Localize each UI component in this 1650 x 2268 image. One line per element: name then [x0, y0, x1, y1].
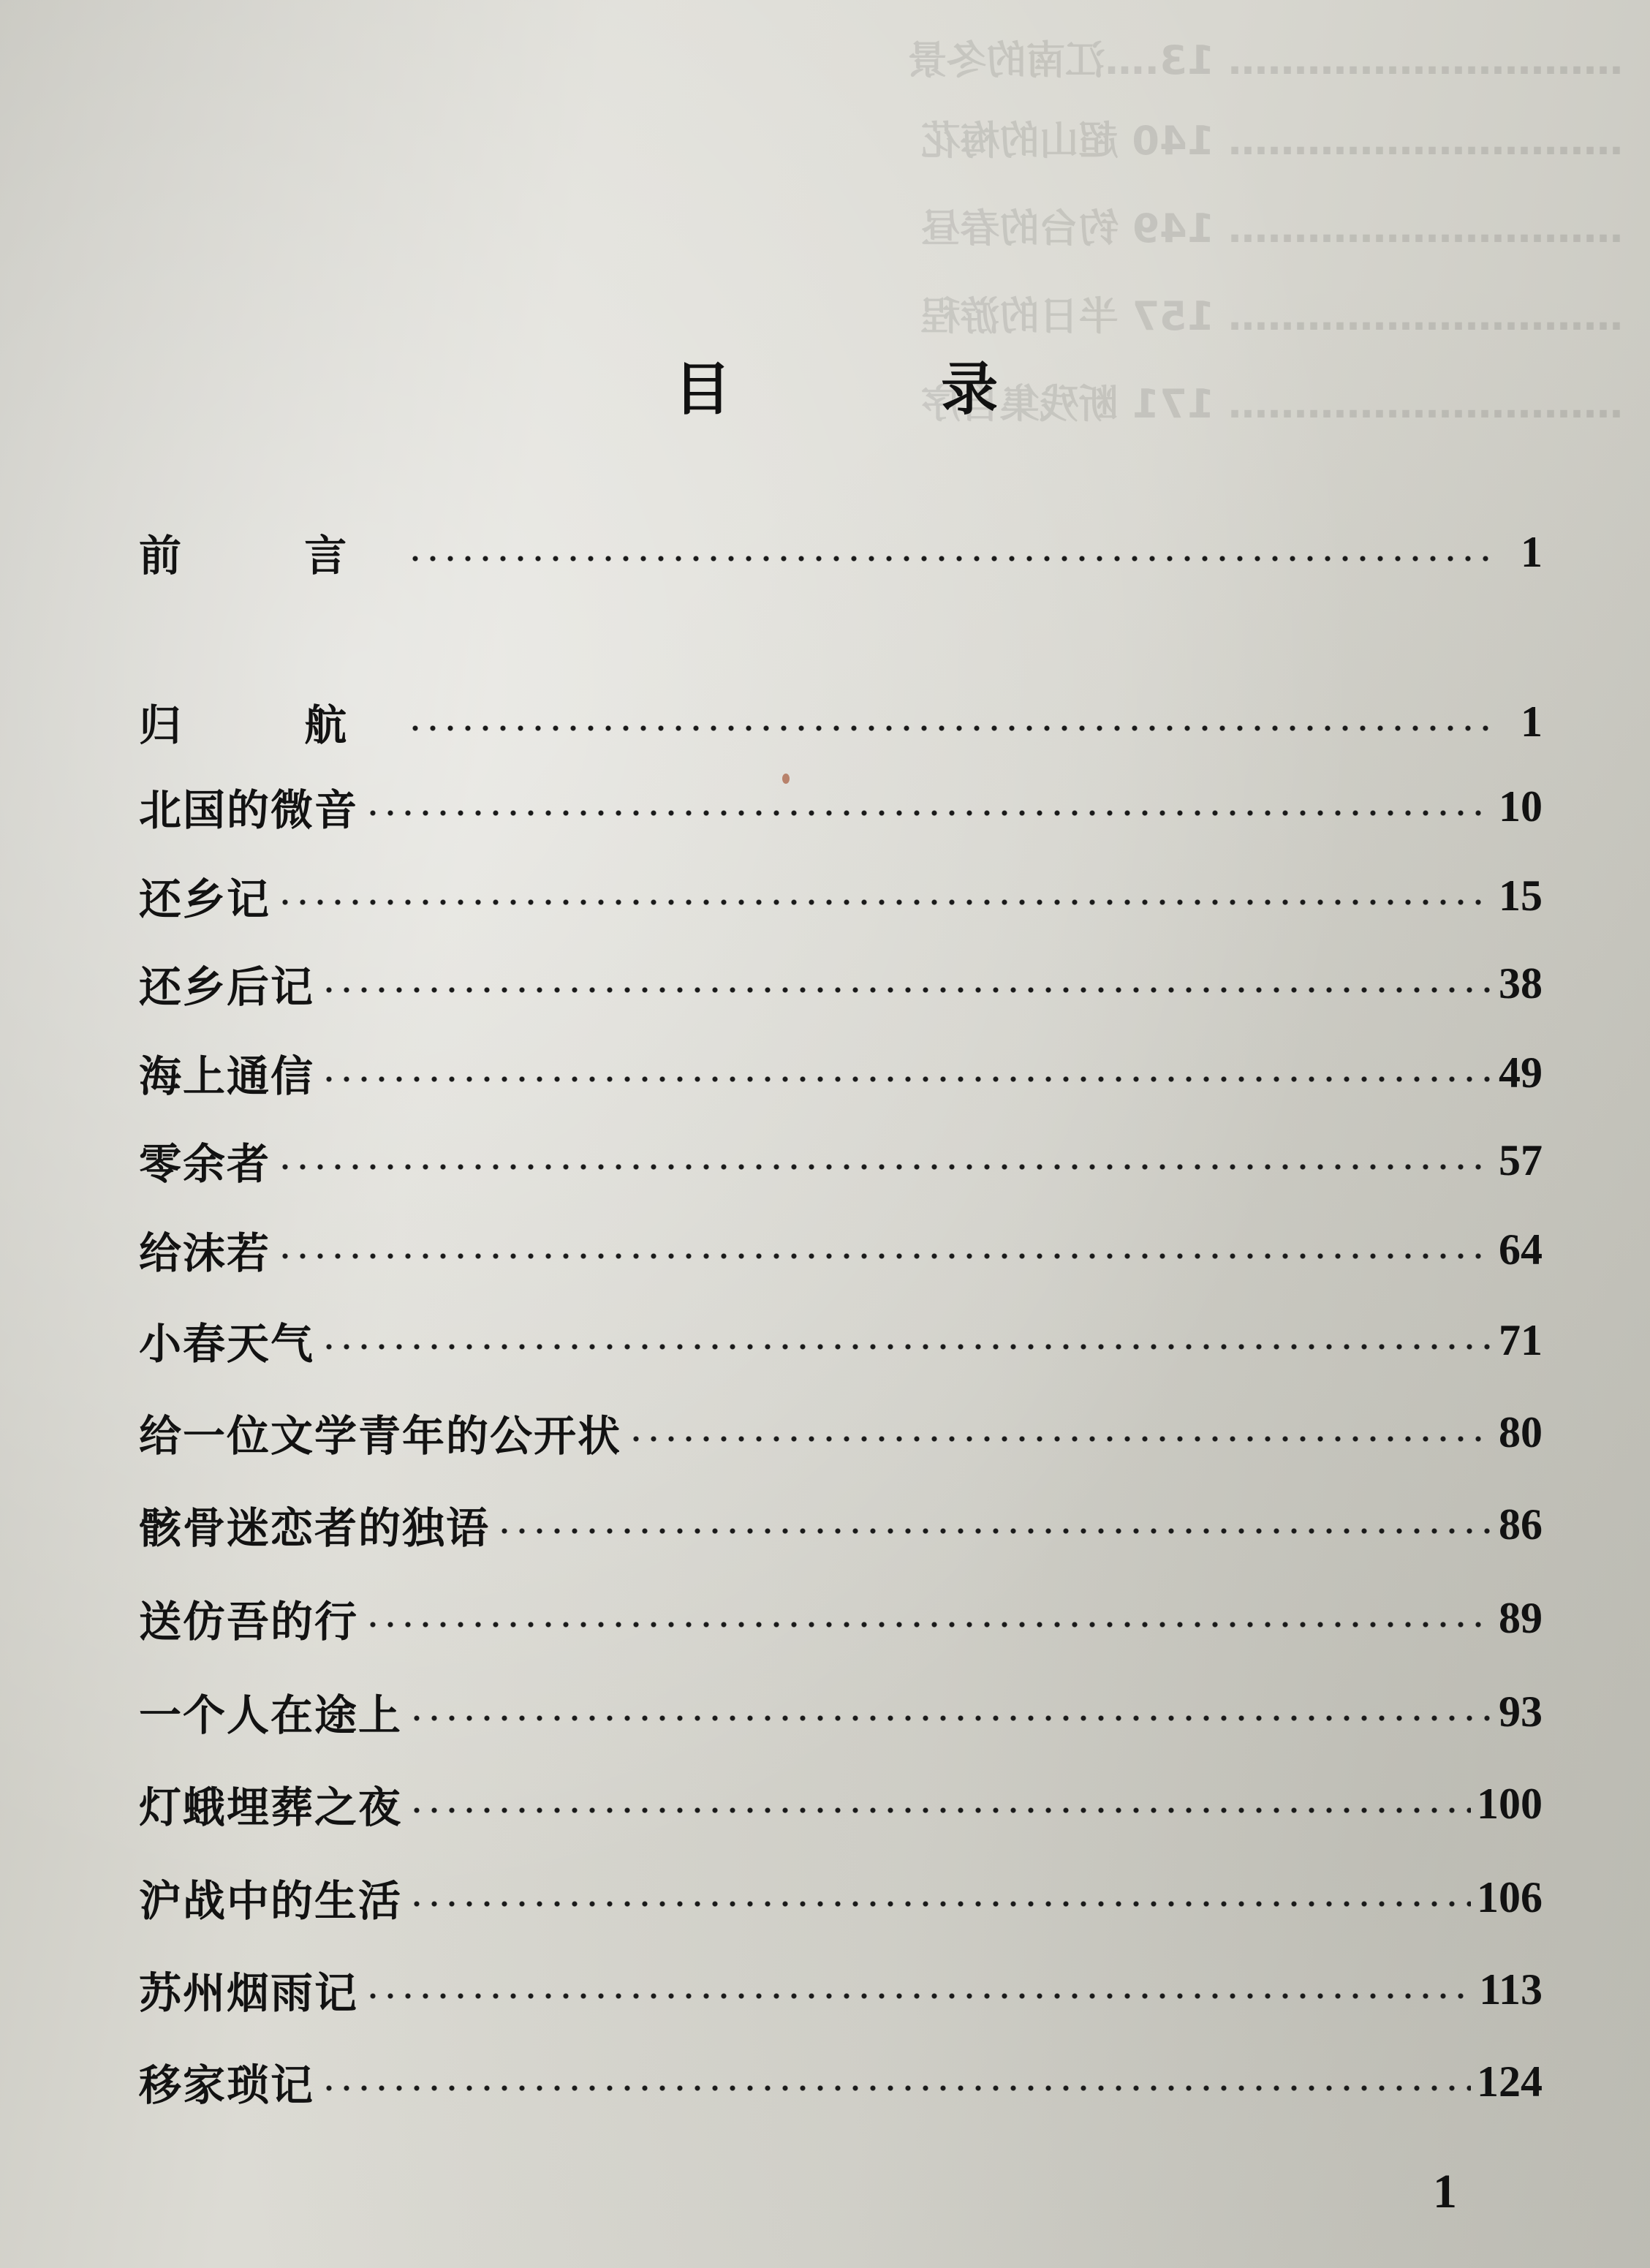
toc-dot-leader	[276, 1164, 1493, 1170]
toc-dot-leader	[364, 810, 1493, 816]
toc-dot-leader	[276, 899, 1493, 905]
toc-entry-page: 15	[1499, 871, 1543, 920]
toc-entry-page: 38	[1499, 959, 1543, 1008]
toc-entry-title: 海上通信	[139, 1051, 315, 1101]
toc-entry-title: 零余者	[139, 1139, 271, 1189]
toc-entry-title: 灯蛾埋葬之夜	[139, 1783, 403, 1832]
toc-entry-page: 86	[1499, 1500, 1543, 1549]
toc-entry-page: 80	[1499, 1407, 1543, 1456]
toc-entry	[139, 1864, 1543, 1930]
toc-dot-leader	[408, 1807, 1471, 1813]
toc-entry	[139, 1399, 1543, 1465]
toc-dot-leader	[320, 987, 1493, 993]
toc-entry-page: 89	[1499, 1593, 1543, 1642]
toc-entry	[139, 689, 1543, 755]
toc-entry-title: 苏州烟雨记	[139, 1968, 359, 2018]
show-through-text: ………………………… 13.…江南的冬景 ………………………… 140 超山的梅花 ………………………… 149 钓台的春昼 ………………………… 157 半日的游程 ………………………… 171 断残集自序	[907, 37, 1623, 427]
toc-entry-title: 一个人在途上	[139, 1690, 403, 1740]
toc-entry-page: 1	[1521, 697, 1543, 746]
toc-dot-leader	[276, 1253, 1493, 1259]
toc-dot-leader	[408, 1715, 1493, 1721]
toc-entry-preface	[139, 519, 1543, 585]
toc-entry-page: 10	[1499, 782, 1543, 831]
toc-dot-leader	[364, 1993, 1473, 1999]
toc-entry-title: 给沫若	[139, 1228, 271, 1278]
toc-entry	[139, 1679, 1543, 1745]
toc-entry-page: 100	[1477, 1779, 1543, 1828]
toc-entry-page: 93	[1499, 1687, 1543, 1736]
toc-dot-leader	[320, 1344, 1493, 1350]
toc-dot-leader	[406, 725, 1493, 731]
toc-entry-page: 124	[1477, 2057, 1543, 2106]
toc-entry	[139, 863, 1543, 929]
toc-entry-title: 沪战中的生活	[139, 1876, 403, 1926]
toc-entry-page: 113	[1479, 1965, 1543, 2014]
paper-stain	[782, 774, 790, 784]
toc-entry-title: 归 航	[139, 700, 401, 750]
page-title-text: 目 录	[673, 357, 1094, 423]
toc-entry-page: 71	[1499, 1315, 1543, 1364]
toc-dot-leader	[406, 556, 1493, 562]
toc-entry	[139, 774, 1543, 839]
toc-dot-leader	[408, 1901, 1471, 1907]
toc-entry	[139, 950, 1543, 1016]
toc-dot-leader	[496, 1528, 1493, 1534]
toc-entry	[139, 1771, 1543, 1837]
toc-entry-title: 给一位文学青年的公开状	[139, 1411, 622, 1461]
toc-entry-page: 106	[1477, 1872, 1543, 1921]
toc-entry	[139, 1957, 1543, 2022]
toc-dot-leader	[320, 2085, 1471, 2091]
toc-entry-title: 还乡记	[139, 874, 271, 924]
toc-entry-title: 北国的微音	[139, 785, 359, 835]
page-number: 1	[1433, 2165, 1457, 2218]
toc-entry-title: 小春天气	[139, 1319, 315, 1369]
toc-entry-title: 送仿吾的行	[139, 1597, 359, 1647]
toc-entry	[139, 1585, 1543, 1651]
toc-entry-title: 骸骨迷恋者的独语	[139, 1503, 491, 1553]
toc-entry	[139, 1307, 1543, 1373]
toc-entry	[139, 1492, 1543, 1557]
toc-entry-title: 还乡后记	[139, 962, 315, 1012]
toc-entry	[139, 2049, 1543, 2114]
toc-entry-title: 前 言	[139, 531, 401, 581]
toc-entry	[139, 1040, 1543, 1105]
toc-entry-page: 1	[1521, 527, 1543, 576]
toc-entry-title: 移家琐记	[139, 2060, 315, 2110]
toc-dot-leader	[320, 1076, 1493, 1082]
toc-entry	[139, 1217, 1543, 1282]
toc-dot-leader	[364, 1622, 1493, 1628]
toc-entry	[139, 1127, 1543, 1193]
toc-entry-page: 57	[1499, 1135, 1543, 1184]
page-title	[0, 344, 1650, 423]
toc-entry-page: 64	[1499, 1225, 1543, 1274]
toc-entry-page: 49	[1499, 1048, 1543, 1097]
toc-dot-leader	[627, 1436, 1493, 1442]
